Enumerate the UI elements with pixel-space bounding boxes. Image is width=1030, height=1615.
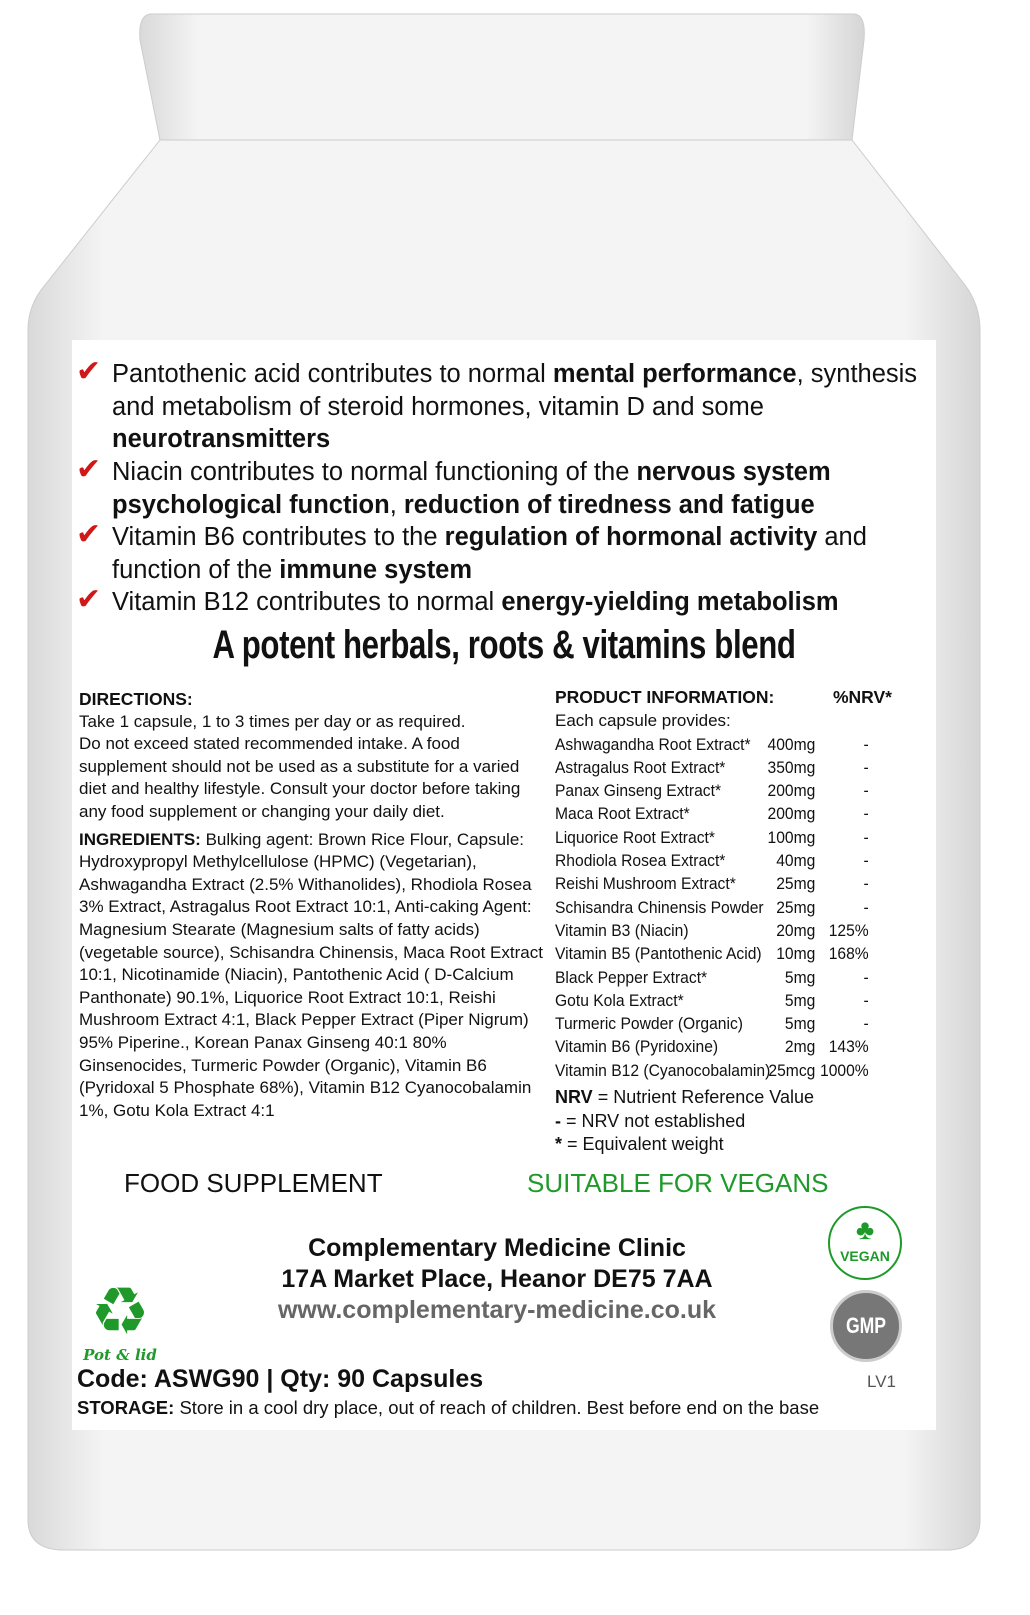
product-code: Code: ASWG90 | Qty: 90 Capsules (77, 1365, 484, 1393)
benefit-text: energy-yielding metabolism (501, 588, 839, 616)
benefit-text: Niacin contributes to normal functioning of the (112, 458, 637, 486)
nutrient-amount: 25mcg (768, 1060, 816, 1080)
nutrient-amount: 5mg (784, 1014, 816, 1034)
nutrient-name: Liquorice Root Extract* (555, 827, 715, 847)
legend-key: * (555, 1134, 563, 1155)
nutrient-row (555, 896, 909, 919)
nutrient-amount: 100mg (767, 827, 816, 847)
nutrient-nrv: - (863, 967, 869, 987)
nutrient-row (555, 756, 909, 779)
nutrient-name: Vitamin B6 (Pyridoxine) (555, 1037, 719, 1057)
benefit-text: nervous system psychological function (112, 458, 831, 519)
vegan-badge-text: VEGAN (840, 1248, 890, 1264)
nutrient-row (555, 942, 909, 965)
nutrient-nrv: - (863, 874, 869, 894)
nutrient-row (555, 779, 909, 802)
legend-key: - (555, 1110, 561, 1131)
nutrient-row (555, 872, 909, 895)
directions-title: DIRECTIONS: (79, 689, 193, 709)
nutrient-row (555, 1059, 909, 1082)
benefit-text: , (389, 490, 404, 519)
nutrient-amount: 200mg (767, 804, 816, 824)
nutrient-name: Gotu Kola Extract* (555, 990, 684, 1010)
nutrient-amount: 40mg (776, 851, 816, 871)
legend-key: NRV (555, 1087, 593, 1108)
nutrient-row (555, 849, 909, 872)
checkmark-icon: ✔ (76, 355, 102, 388)
nutrient-nrv: 1000% (820, 1060, 869, 1080)
nutrient-row (555, 1012, 909, 1035)
legend-item (555, 1110, 915, 1134)
company-street: 17A Market Place, Heanor DE75 7AA (281, 1265, 713, 1293)
nutrient-name: Reishi Mushroom Extract* (555, 874, 736, 894)
nutrient-amount: 25mg (776, 897, 816, 917)
nutrient-name: Vitamin B3 (Niacin) (555, 920, 689, 940)
recycle-label: Pot & lid (83, 1346, 157, 1364)
nutrient-nrv: - (863, 827, 869, 847)
food-supplement-text: FOOD SUPPLEMENT (124, 1168, 383, 1198)
company-name: Complementary Medicine Clinic (308, 1234, 686, 1262)
company-website: www.complementary-medicine.co.uk (277, 1296, 717, 1324)
nutrient-row (555, 1035, 909, 1058)
bottle-lid (140, 14, 865, 140)
benefit-text: Vitamin B6 contributes to the (112, 523, 445, 551)
nutrient-nrv: - (863, 804, 869, 824)
nutrient-nrv: 125% (828, 920, 869, 940)
legend-item (555, 1086, 915, 1110)
directions-warning: Do not exceed stated recommended intake. A food supplement should not be used as a substitute for a varied diet and healthy lifestyle. Consult your doctor before taking any food supplement or changing your daily diet. (79, 734, 521, 821)
nutrient-row (555, 966, 909, 989)
nutrient-amount: 400mg (767, 734, 816, 754)
ingredients-title: INGREDIENTS: (79, 829, 201, 849)
directions-text: Take 1 capsule, 1 to 3 times per day or as required. (79, 711, 466, 731)
leaf-icon: ♣ (855, 1214, 875, 1245)
nutrient-nrv: - (863, 757, 869, 777)
legend-text: = NRV not established (561, 1110, 746, 1131)
nutrient-nrv: - (863, 1014, 869, 1034)
gmp-badge-text: GMP (845, 1313, 887, 1338)
benefit-text: neurotransmitters (112, 425, 331, 453)
product-label (72, 340, 936, 1430)
nutrient-name: Astragalus Root Extract* (555, 757, 726, 777)
product-information (555, 686, 915, 1157)
checkmark-icon: ✔ (76, 453, 102, 486)
nutrient-name: Black Pepper Extract* (555, 967, 708, 987)
nutrient-name: Vitamin B12 (Cyanocobalamin) (555, 1060, 771, 1080)
benefit-text: immune system (279, 555, 473, 584)
storage-title: STORAGE: (77, 1397, 175, 1418)
nutrient-nrv: 168% (828, 944, 869, 964)
checkmark-icon: ✔ (76, 518, 102, 551)
recycle-logo (80, 1276, 160, 1365)
nutrient-row (555, 802, 909, 825)
ingredients-text: Bulking agent: Brown Rice Flour, Capsule: Hydroxypropyl Methylcellulose (HPMC) (Vegetarian), Ashwagandha Extract (2.5% Withanolides), Rhodiola Rosea 3% Extract, Astragalus Root Extract 10:1, Anti-caking Agent: Magnesium Stearate (Magnesium salts of fatty acids) (vegetable source), Schisandra Chinensis, Maca Root Extract 10:1, Nicotinamide (Niacin), Pantothenic Acid ( D-Calcium Panthonate) 90.1%, Liquorice Root Extract 10:1, Reishi Mushroom Extract 4:1, Black Pepper Extract (Piper Nigrum) 95% Piperine., Korean Panax Ginseng 40:1 80% Ginsenocides, Turmeric Powder (Organic), Vitamin B6 (Pyridoxal 5 Phosphate 68%), Vitamin B12 Cyanocobalamin 1%, Gotu Kola Extract 4:1 (79, 829, 543, 1120)
nutrient-amount: 20mg (776, 920, 816, 940)
nutrient-amount: 5mg (784, 967, 816, 987)
product-info-title: PRODUCT INFORMATION: (555, 687, 775, 707)
storage-text: Store in a cool dry place, out of reach of children. Best before end on the base (174, 1397, 820, 1418)
nutrient-amount: 2mg (784, 1037, 816, 1057)
benefit-text: Vitamin B12 contributes to normal (112, 588, 502, 616)
recycle-icon: ♻ (90, 1274, 150, 1348)
nutrient-row (555, 826, 909, 849)
benefit-text: regulation of hormonal activity (444, 523, 818, 551)
nutrient-nrv: - (863, 734, 869, 754)
legend-text: = Nutrient Reference Value (592, 1087, 814, 1108)
nutrient-amount: 350mg (767, 757, 816, 777)
nutrient-nrv: - (863, 851, 869, 871)
nutrient-nrv: 143% (828, 1037, 869, 1057)
company-address (72, 1233, 922, 1326)
headline: A potent herbals, roots & vitamins blend (212, 623, 796, 667)
legend-item (555, 1133, 915, 1157)
nrv-legend (555, 1086, 915, 1157)
benefit-text: , synthesis and metabolism of steroid hormones, vitamin D and some (112, 360, 918, 421)
benefit-item (76, 583, 932, 619)
nutrient-row (555, 919, 909, 942)
label-version: LV1 (867, 1372, 896, 1391)
nutrient-nrv: - (863, 990, 869, 1010)
legend-text: = Equivalent weight (562, 1134, 724, 1155)
nutrient-table (555, 733, 915, 1082)
nutrient-name: Vitamin B5 (Pantothenic Acid) (555, 944, 762, 964)
suitable-for-vegans-text: SUITABLE FOR VEGANS (527, 1168, 829, 1198)
nutrient-name: Turmeric Powder (Organic) (555, 1014, 744, 1034)
nutrient-row (555, 989, 909, 1012)
nutrient-row (555, 733, 909, 756)
nutrient-name: Rhodiola Rosea Extract* (555, 851, 726, 871)
nutrient-amount: 200mg (767, 781, 816, 801)
benefit-text: mental performance (552, 360, 797, 388)
benefit-item (76, 453, 932, 521)
benefit-item (76, 355, 932, 456)
benefit-text: and function of the (112, 523, 867, 584)
benefit-text: Pantothenic acid contributes to normal (112, 360, 553, 388)
product-info-subtitle: Each capsule provides: (555, 711, 731, 731)
nutrient-amount: 5mg (784, 990, 816, 1010)
nrv-header: %NRV* (832, 687, 892, 707)
nutrient-name: Maca Root Extract* (555, 804, 690, 824)
ingredients (79, 829, 544, 1123)
storage-info (77, 1397, 819, 1419)
nutrient-nrv: - (863, 781, 869, 801)
nutrient-amount: 10mg (776, 944, 816, 964)
vegan-badge (828, 1206, 902, 1280)
gmp-badge (830, 1290, 902, 1362)
directions-section (79, 688, 544, 1122)
nutrient-name: Schisandra Chinensis Powder (555, 897, 764, 917)
checkmark-icon: ✔ (76, 583, 102, 616)
nutrient-name: Panax Ginseng Extract* (555, 781, 722, 801)
nutrient-nrv: - (863, 897, 869, 917)
nutrient-amount: 25mg (776, 874, 816, 894)
benefit-item (76, 518, 932, 586)
benefit-text: reduction of tiredness and fatigue (403, 490, 815, 519)
nutrient-name: Ashwagandha Root Extract* (555, 734, 751, 754)
